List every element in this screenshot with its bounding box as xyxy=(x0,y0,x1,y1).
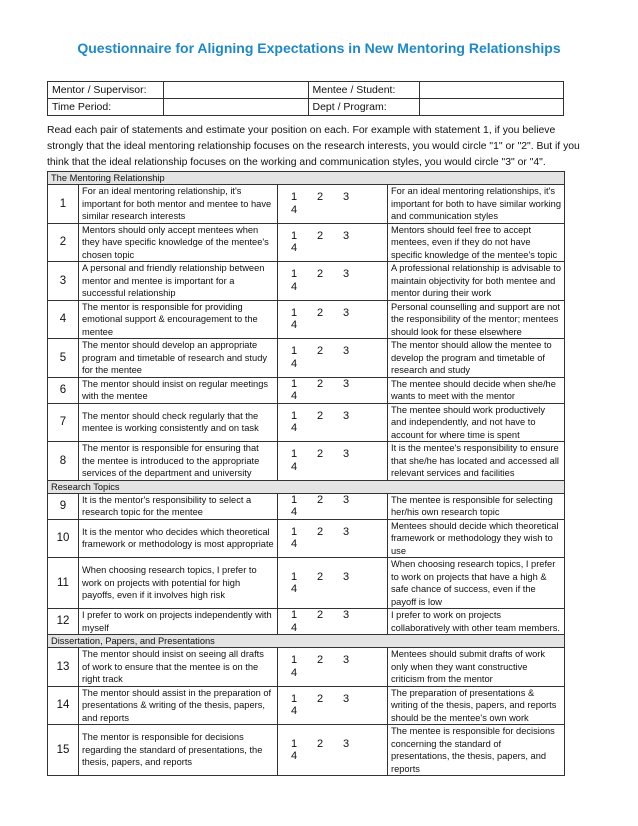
rating-option-2[interactable]: 2 xyxy=(316,692,324,705)
rating-scale xyxy=(278,725,388,776)
rating-scale xyxy=(278,262,388,301)
question-row xyxy=(48,442,565,481)
rating-scale xyxy=(278,519,388,558)
rating-option-3[interactable]: 3 xyxy=(342,345,350,358)
question-number: 7 xyxy=(48,403,79,442)
rating-option-3[interactable]: 3 xyxy=(342,191,350,204)
right-statement: Mentors should feel free to accept mentees, even if they do not have specific knowledge of the mentee's topic xyxy=(388,223,565,262)
section-title: The Mentoring Relationship xyxy=(48,172,565,185)
rating-option-1[interactable]: 1 xyxy=(290,229,298,242)
question-row xyxy=(48,519,565,558)
left-statement: It is the mentor's responsibility to select a research topic for the mentee xyxy=(79,493,278,519)
right-statement: Mentees should decide which theoretical framework or methodology they wish to use xyxy=(388,519,565,558)
rating-option-2[interactable]: 2 xyxy=(316,229,324,242)
section-header xyxy=(48,480,565,493)
questionnaire-table xyxy=(47,171,565,776)
question-number: 8 xyxy=(48,442,79,481)
rating-option-3[interactable]: 3 xyxy=(342,306,350,319)
question-row xyxy=(48,725,565,776)
left-statement: The mentor should insist on regular meetings with the mentee xyxy=(79,377,278,403)
question-number: 10 xyxy=(48,519,79,558)
section-title: Dissertation, Papers, and Presentations xyxy=(48,635,565,648)
rating-option-3[interactable]: 3 xyxy=(342,570,350,583)
left-statement: For an ideal mentoring relationship, it's important for both mentor and mentee to have similar research interests xyxy=(79,185,278,224)
rating-scale xyxy=(278,185,388,224)
rating-option-2[interactable]: 2 xyxy=(316,525,324,538)
question-number: 9 xyxy=(48,493,79,519)
right-statement: The mentee is responsible for selecting her/his own research topic xyxy=(388,493,565,519)
question-number: 6 xyxy=(48,377,79,403)
rating-option-4[interactable]: 4 xyxy=(290,460,298,473)
question-number: 2 xyxy=(48,223,79,262)
question-number: 1 xyxy=(48,185,79,224)
question-row xyxy=(48,493,565,519)
rating-scale xyxy=(278,686,388,725)
right-statement: The mentor should allow the mentee to develop the program and timetable of research and study xyxy=(388,339,565,378)
right-statement: The preparation of presentations & writing of the thesis, papers, and reports should be the mentee's own work xyxy=(388,686,565,725)
question-number: 4 xyxy=(48,300,79,339)
left-statement: The mentor should assist in the preparation of presentations & writing of the thesis, papers, and reports xyxy=(79,686,278,725)
rating-option-4[interactable]: 4 xyxy=(290,705,298,718)
rating-option-1[interactable]: 1 xyxy=(290,268,298,281)
right-statement: The mentee is responsible for decisions concerning the standard of presentations, the thesis, papers, and reports xyxy=(388,725,565,776)
rating-scale xyxy=(278,558,388,609)
rating-option-1[interactable]: 1 xyxy=(290,306,298,319)
dept-field[interactable] xyxy=(420,99,564,116)
rating-option-1[interactable]: 1 xyxy=(290,448,298,461)
rating-option-2[interactable]: 2 xyxy=(316,737,324,750)
rating-option-1[interactable]: 1 xyxy=(290,409,298,422)
section-header xyxy=(48,172,565,185)
right-statement: A professional relationship is advisable to maintain objectivity for both mentee and mentor during their work xyxy=(388,262,565,301)
rating-scale xyxy=(278,442,388,481)
rating-option-1[interactable]: 1 xyxy=(290,737,298,750)
right-statement: The mentee should decide when she/he wants to meet with the mentor xyxy=(388,377,565,403)
question-row xyxy=(48,339,565,378)
dept-label: Dept / Program: xyxy=(308,99,420,116)
rating-option-4[interactable]: 4 xyxy=(290,203,298,216)
rating-scale xyxy=(278,648,388,687)
rating-option-1[interactable]: 1 xyxy=(290,191,298,204)
left-statement: The mentor should develop an appropriate program and timetable of research and study for the mentee xyxy=(79,339,278,378)
question-row xyxy=(48,185,565,224)
document-title: Questionnaire for Aligning Expectations in New Mentoring Relationships xyxy=(77,40,561,56)
rating-option-2[interactable]: 2 xyxy=(316,654,324,667)
right-statement: Personal counselling and support are not the responsibility of the mentor; mentees should look for these elsewhere xyxy=(388,300,565,339)
rating-scale xyxy=(278,339,388,378)
left-statement: The mentor should check regularly that the mentee is working consistently and on task xyxy=(79,403,278,442)
question-row xyxy=(48,558,565,609)
rating-option-1[interactable]: 1 xyxy=(290,525,298,538)
rating-option-4[interactable]: 4 xyxy=(290,390,298,402)
rating-option-3[interactable]: 3 xyxy=(342,448,350,461)
left-statement: The mentor is responsible for ensuring that the mentee is introduced to the appropriate services of the department and university xyxy=(79,442,278,481)
mentor-label: Mentor / Supervisor: xyxy=(48,82,164,99)
rating-option-3[interactable]: 3 xyxy=(342,609,350,621)
rating-option-3[interactable]: 3 xyxy=(342,493,350,506)
question-row xyxy=(48,648,565,687)
rating-option-3[interactable]: 3 xyxy=(342,525,350,538)
period-field[interactable] xyxy=(163,99,308,116)
question-row xyxy=(48,609,565,635)
question-number: 12 xyxy=(48,609,79,635)
left-statement: Mentors should only accept mentees when they have specific knowledge of the mentee's chosen topic xyxy=(79,223,278,262)
rating-option-4[interactable]: 4 xyxy=(290,280,298,293)
question-number: 13 xyxy=(48,648,79,687)
question-row xyxy=(48,686,565,725)
right-statement: Mentees should submit drafts of work only when they want constructive criticism from the mentor xyxy=(388,648,565,687)
rating-option-2[interactable]: 2 xyxy=(316,493,324,506)
instructions-paragraph: Read each pair of statements and estimate your position on each. For example with statement 1, if you believe strongly that the ideal mentoring relationship focuses on the research interests, you would circle "1" or "2". But if you think that the ideal relationship focuses on the working and communication styles, you would circle "3" or "4". xyxy=(47,125,580,168)
right-statement: I prefer to work on projects collaboratively with other team members. xyxy=(388,609,565,635)
left-statement: The mentor is responsible for decisions regarding the standard of presentations, the thesis, papers, and reports xyxy=(79,725,278,776)
rating-option-4[interactable]: 4 xyxy=(290,319,298,332)
rating-option-1[interactable]: 1 xyxy=(290,377,298,390)
participant-info-table xyxy=(47,81,564,116)
period-label: Time Period: xyxy=(48,99,164,116)
section-header xyxy=(48,635,565,648)
rating-option-4[interactable]: 4 xyxy=(290,538,298,551)
question-number: 11 xyxy=(48,558,79,609)
mentor-field[interactable] xyxy=(163,82,308,99)
left-statement: A personal and friendly relationship between mentor and mentee is important for a successful relationship xyxy=(79,262,278,301)
question-number: 5 xyxy=(48,339,79,378)
mentee-field[interactable] xyxy=(420,82,564,99)
mentee-label: Mentee / Student: xyxy=(308,82,420,99)
rating-option-1[interactable]: 1 xyxy=(290,493,298,506)
question-number: 14 xyxy=(48,686,79,725)
rating-option-4[interactable]: 4 xyxy=(290,583,298,595)
question-row xyxy=(48,403,565,442)
rating-option-4[interactable]: 4 xyxy=(290,621,298,634)
rating-option-3[interactable]: 3 xyxy=(342,692,350,705)
rating-option-2[interactable]: 2 xyxy=(316,377,324,390)
rating-option-4[interactable]: 4 xyxy=(290,666,298,679)
rating-option-1[interactable]: 1 xyxy=(290,692,298,705)
rating-option-3[interactable]: 3 xyxy=(342,229,350,242)
right-statement: When choosing research topics, I prefer to work on projects that have a high & safe chance of success, even if the payoff is low xyxy=(388,558,565,609)
rating-option-4[interactable]: 4 xyxy=(290,506,298,518)
rating-option-2[interactable]: 2 xyxy=(316,345,324,358)
right-statement: The mentee should work productively and independently, and not have to account for where time is spent xyxy=(388,403,565,442)
left-statement: The mentor is responsible for providing emotional support & encouragement to the mentee xyxy=(79,300,278,339)
rating-option-2[interactable]: 2 xyxy=(316,448,324,461)
rating-option-1[interactable]: 1 xyxy=(290,345,298,358)
rating-option-4[interactable]: 4 xyxy=(290,242,298,255)
rating-option-2[interactable]: 2 xyxy=(316,609,324,621)
rating-option-2[interactable]: 2 xyxy=(316,268,324,281)
question-row xyxy=(48,223,565,262)
left-statement: The mentor should insist on seeing all drafts of work to ensure that the mentee is on the right track xyxy=(79,648,278,687)
rating-option-3[interactable]: 3 xyxy=(342,377,350,390)
rating-option-3[interactable]: 3 xyxy=(342,409,350,422)
question-number: 3 xyxy=(48,262,79,301)
rating-scale xyxy=(278,300,388,339)
rating-option-3[interactable]: 3 xyxy=(342,268,350,281)
rating-option-4[interactable]: 4 xyxy=(290,422,298,435)
left-statement: It is the mentor who decides which theoretical framework or methodology is most appropriate xyxy=(79,519,278,558)
rating-scale xyxy=(278,223,388,262)
rating-scale xyxy=(278,609,388,635)
rating-option-3[interactable]: 3 xyxy=(342,654,350,667)
right-statement: For an ideal mentoring relationships, it's important for both to have similar working and communication styles xyxy=(388,185,565,224)
rating-option-2[interactable]: 2 xyxy=(316,306,324,319)
rating-scale xyxy=(278,493,388,519)
question-row xyxy=(48,300,565,339)
left-statement: I prefer to work on projects independently with myself xyxy=(79,609,278,635)
rating-option-2[interactable]: 2 xyxy=(316,570,324,583)
rating-option-1[interactable]: 1 xyxy=(290,609,298,621)
left-statement: When choosing research topics, I prefer to work on projects with potential for high payoffs, even if it involves high risk xyxy=(79,558,278,609)
rating-option-1[interactable]: 1 xyxy=(290,570,298,583)
section-title: Research Topics xyxy=(48,480,565,493)
rating-scale xyxy=(278,377,388,403)
right-statement: It is the mentee's responsibility to ensure that she/he has located and accessed all relevant services and facilities xyxy=(388,442,565,481)
rating-option-2[interactable]: 2 xyxy=(316,409,324,422)
rating-scale xyxy=(278,403,388,442)
rating-option-1[interactable]: 1 xyxy=(290,654,298,667)
rating-option-2[interactable]: 2 xyxy=(316,191,324,204)
rating-option-4[interactable]: 4 xyxy=(290,357,298,370)
question-number: 15 xyxy=(48,725,79,776)
question-row xyxy=(48,262,565,301)
question-row xyxy=(48,377,565,403)
rating-option-3[interactable]: 3 xyxy=(342,737,350,750)
rating-option-4[interactable]: 4 xyxy=(290,750,298,762)
